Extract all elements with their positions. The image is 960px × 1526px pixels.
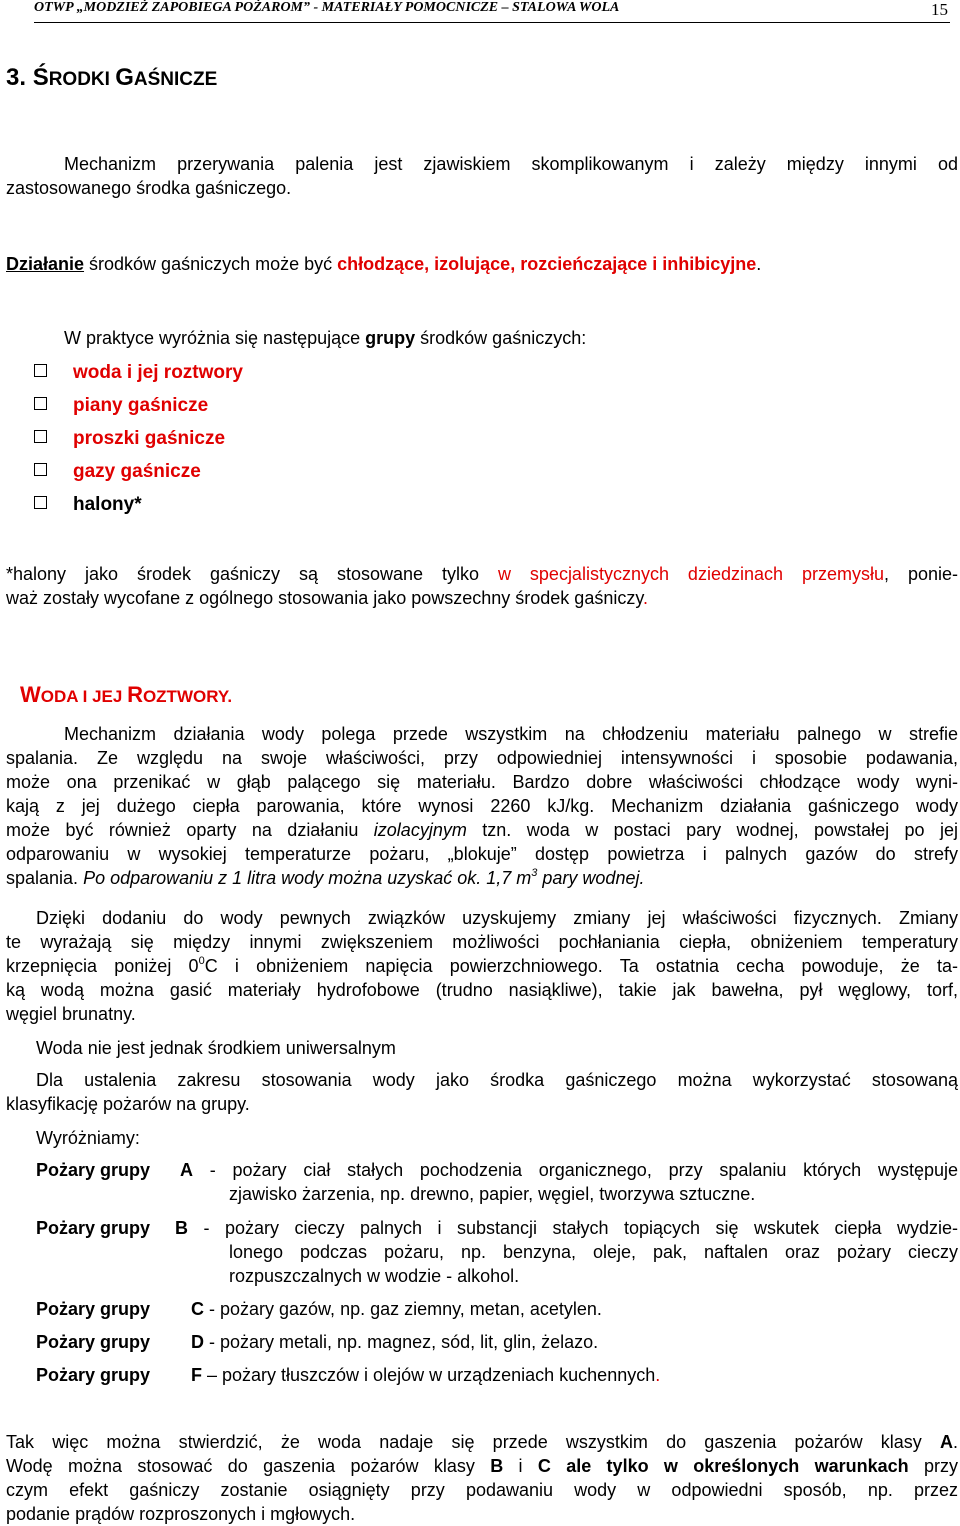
group-item: proszki gaśnicze (34, 428, 225, 454)
page-header (34, 0, 950, 23)
group-item: halony* (34, 494, 142, 520)
water-line: spalania. Ze względu na swoje właściwości, przy odpowiedniej intensywności i sposobie podawania, (6, 748, 958, 768)
fire-group-f: Pożary grupy F – pożary tłuszczów i olejów w urządzeniach kuchennych. (36, 1365, 661, 1385)
water-line: kają z jej dużego ciepła parowania, które wynosi 2260 kJ/kg. Mechanizm działania gaśniczego wody (6, 796, 958, 816)
additives-line: węgiel brunatny. (6, 1004, 136, 1024)
additives-line: Dzięki dodaniu do wody pewnych związków uzyskujemy zmiany jej właściwości fizycznych. Zmiany (36, 908, 958, 928)
fire-group-c: Pożary grupy C - pożary gazów, np. gaz ziemny, metan, acetylen. (36, 1299, 602, 1319)
footnote-line2: waż zostały wycofane z ogólnego stosowania jako powszechny środek gaśniczy. (6, 588, 649, 608)
additives-line: ką wodą można gasić materiały hydrofobowe (trudno nasiąkliwe), takie jak bawełna, pył węglowy, torf, (6, 980, 958, 1000)
water-heading: WODA I JEJ ROZTWORY. (20, 682, 233, 707)
footnote-line1: *halony jako środek gaśniczy są stosowane tylko w specjalistycznych dziedzinach przemysłu, ponie- (6, 564, 958, 584)
action-paragraph: Działanie środków gaśniczych może być chłodzące, izolujące, rozcieńczające i inhibicyjne. (6, 254, 762, 274)
group-item: piany gaśnicze (34, 395, 208, 421)
water-line: Mechanizm działania wody polega przede wszystkim na chłodzeniu materiału palnego w strefie (64, 724, 958, 744)
not-universal-note: Woda nie jest jednak środkiem uniwersalnym (36, 1038, 396, 1058)
water-line: może być również oparty na działaniu izolacyjnym tzn. woda w postaci pary wodnej, powstałej po jej (6, 820, 958, 840)
checkbox-bullet-icon (34, 364, 47, 377)
checkbox-bullet-icon (34, 496, 47, 509)
page-number: 15 (931, 0, 948, 19)
fire-group-d: Pożary grupy D - pożary metali, np. magnez, sód, lit, glin, żelazo. (36, 1332, 599, 1352)
group-item: gazy gaśnicze (34, 461, 201, 487)
distinguish-label: Wyróżniamy: (36, 1128, 140, 1148)
additives-line: te wyrażają się między innymi zwiększeniem możliwości pochłaniania ciepła, obniżeniem temperatury (6, 932, 958, 952)
groups-intro: W praktyce wyróżnia się następujące grupy środków gaśniczych: (64, 328, 587, 348)
fire-group-a: Pożary grupy A - pożary ciał stałych pochodzenia organicznego, przy spalaniu których występuje zjawisko żarzenia, np. drewno, papier, węgiel, tworzywa sztuczne. (36, 1160, 958, 1204)
water-line: odparowaniu w wysokiej temperaturze pożaru, „blokuje” dostęp powietrza i palnych gazów do strefy (6, 844, 958, 864)
conclusion-line: Tak więc można stwierdzić, że woda nadaje się przede wszystkim do gaszenia pożarów klasy A. (6, 1432, 958, 1452)
fire-group-b: Pożary grupy B - pożary cieczy palnych i substancji stałych topiących się wskutek ciepła wydzie- lonego podczas pożaru, np. benzyna, oleje, pak, naftalen oraz pożary cieczy rozpuszczalnych w wodzie - alkohol. (36, 1218, 958, 1286)
conclusion-line: czym efekt gaśniczy zostanie osiągnięty przy podawaniu wody w odpowiedni sposób, np. przez (6, 1480, 958, 1500)
checkbox-bullet-icon (34, 430, 47, 443)
conclusion-line: podanie prądów rozproszonych i mgłowych. (6, 1504, 356, 1524)
intro-paragraph-line2: zastosowanego środka gaśniczego. (6, 178, 292, 198)
classification-line: Dla ustalenia zakresu stosowania wody jako środka gaśniczego można wykorzystać stosowaną (36, 1070, 958, 1090)
water-line: spalania. Po odparowaniu z 1 litra wody można uzyskać ok. 1,7 $m^3$ pary wodnej. (6, 867, 645, 888)
checkbox-bullet-icon (34, 397, 47, 410)
group-item: woda i jej roztwory (34, 362, 243, 388)
checkbox-bullet-icon (34, 463, 47, 476)
conclusion-line: Wodę można stosować do gaszenia pożarów klasy B i C ale tylko w określonych warunkach przy (6, 1456, 958, 1476)
section-heading: 3. ŚRODKI GAŚNICZE (6, 64, 218, 91)
header-title: OTWP „MODZIEŻ ZAPOBIEGA POŻAROM” - MATERIAŁY POMOCNICZE – STALOWA WOLA (34, 0, 620, 15)
intro-paragraph-line1: Mechanizm przerywania palenia jest zjawiskiem skomplikowanym i zależy między innymi od (64, 154, 958, 174)
water-line: może ona przenikać w głąb palącego się materiału. Bardzo dobre właściwości chłodzące wody wyni- (6, 772, 958, 792)
additives-line: krzepnięcia poniżej $0^0C$ i obniżeniem napięcia powierzchniowego. Ta ostatnia cecha powoduje, że ta- (6, 955, 958, 976)
classification-line: klasyfikację pożarów na grupy. (6, 1094, 250, 1114)
